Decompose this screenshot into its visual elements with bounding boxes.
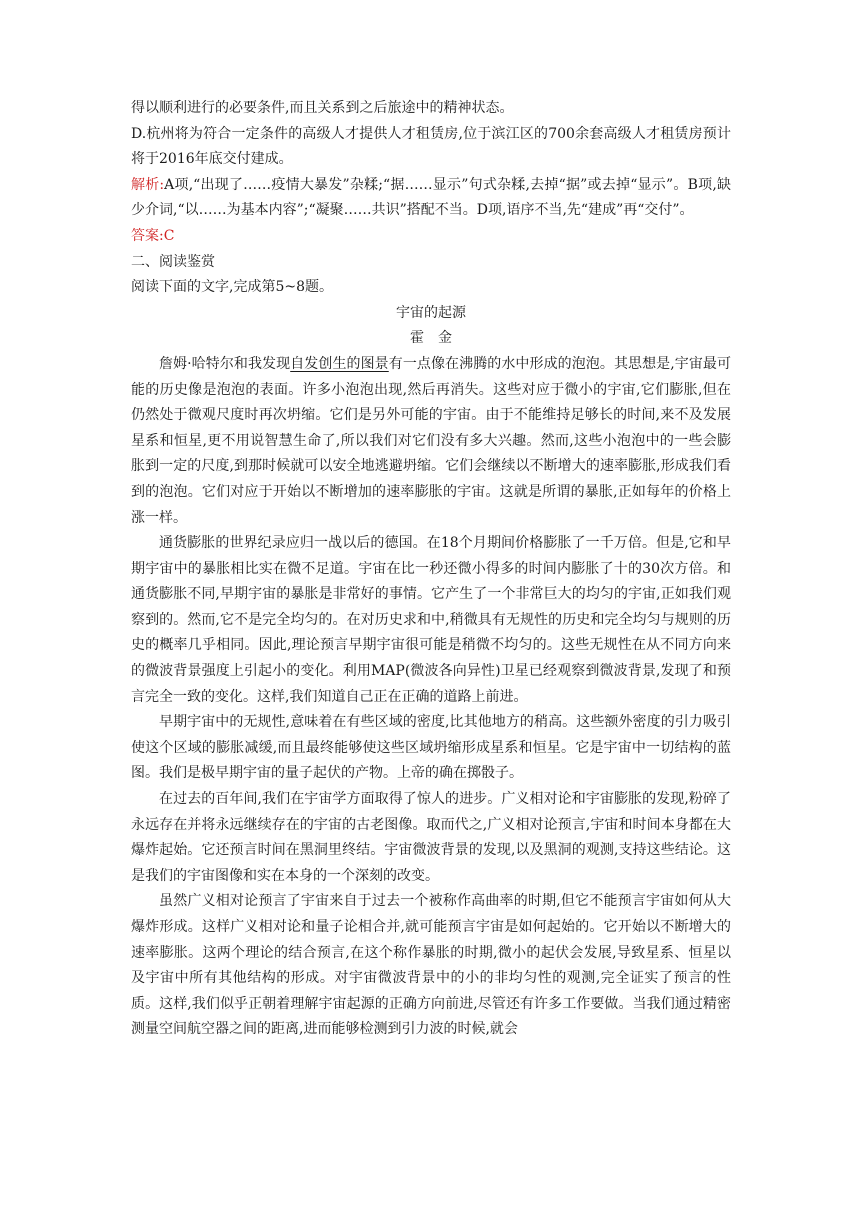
answer-block <box>131 224 731 250</box>
option-d: D.杭州将为符合一定条件的高级人才提供人才租赁房,位于滨江区的700余套高级人才租赁房预计将于2016年底交付建成。 <box>131 125 731 168</box>
answer-value: C <box>163 227 175 244</box>
p1-underlined-phrase: 自发创生的图景 <box>290 355 389 372</box>
section-instruction: 阅读下面的文字,完成第5~8题。 <box>131 279 333 296</box>
p1-after: 有一点像在沸腾的水中形成的泡泡。其思想是,宇宙最可能的历史像是泡泡的表面。许多小泡泡出现,然后再消失。这些对应于微小的宇宙,它们膨胀,但在仍然处于微观尺度时再次坍缩。它们是另外可能的宇宙。由于不能维持足够长的时间,来不及发展星系和恒星,更不用说智慧生命了,所以我们对它们没有多大兴趣。然而,这些小泡泡中的一些会膨胀到一定的尺度,到那时候就可以安全地逃避坍缩。它们会继续以不断增大的速率膨胀,形成我们看到的泡泡。它们对应于开始以不断增加的速率膨胀的宇宙。这就是所谓的暴胀,正如每年的价格上涨一样。 <box>131 355 732 526</box>
article-paragraph-3: 早期宇宙中的无规性,意味着在有些区域的密度,比其他地方的稍高。这些额外密度的引力吸引使这个区域的膨胀减缓,而且最终能够使这些区域坍缩形成星系和恒星。它是宇宙中一切结构的蓝图。我们是极早期宇宙的量子起伏的产物。上帝的确在掷骰子。 <box>131 714 731 782</box>
article-paragraph-5: 虽然广义相对论预言了宇宙来自于过去一个被称作高曲率的时期,但它不能预言宇宙如何从大爆炸形成。这样广义相对论和量子论相合并,就可能预言宇宙是如何起始的。它开始以不断增大的速率膨胀。这两个理论的结合预言,在这个称作暴胀的时期,微小的起伏会发展,导致星系、恒星以及宇宙中所有其他结构的形成。对宇宙微波背景中的小的非均匀性的观测,完全证实了预言的性质。这样,我们似乎正朝着理解宇宙起源的正确方向前进,尽管还有许多工作要做。当我们通过精密测量空间航空器之间的距离,进而能够检测到引力波的时候,就会 <box>131 893 731 1038</box>
answer-label: 答案: <box>131 227 164 244</box>
p1-before: 詹姆·哈特尔和我发现 <box>159 355 291 372</box>
article-paragraph-2: 通货膨胀的世界纪录应归一战以后的德国。在18个月期间价格膨胀了一千万倍。但是,它和早期宇宙中的暴胀相比实在微不足道。宇宙在比一秒还微小得多的时间内膨胀了十的30次方倍。和通货膨胀不同,早期宇宙的暴胀是非常好的事情。它产生了一个非常巨大的均匀的宇宙,正如我们观察到的。然而,它不是完全均匀的。在对历史求和中,稍微具有无规性的历史和完全均匀与规则的历史的概率几乎相同。因此,理论预言早期宇宙很可能是稍微不均匀的。这些无规性在从不同方向来的微波背景强度上引起小的变化。利用MAP(微波各向异性)卫星已经观察到微波背景,发现了和预言完全一致的变化。这样,我们知道自己正在正确的道路上前进。 <box>131 535 731 705</box>
article-author: 霍金 <box>410 330 466 347</box>
article-paragraph-1 <box>131 352 731 531</box>
analysis-label: 解析: <box>131 176 165 193</box>
analysis-text: A项,“出现了……疫情大暴发”杂糅;“据……显示”句式杂糅,去掉“据”或去掉“显示”。B项,缺少介词,“以……为基本内容”;“凝聚……共识”搭配不当。D项,语序不当,先“建成”再“交付”。 <box>131 176 731 219</box>
continued-text: 得以顺利进行的必要条件,而且关系到之后旅途中的精神状态。 <box>131 100 514 116</box>
article-paragraph-4: 在过去的百年间,我们在宇宙学方面取得了惊人的进步。广义相对论和宇宙膨胀的发现,粉碎了永远存在并将永远继续存在的宇宙的古老图像。取而代之,广义相对论预言,宇宙和时间本身都在大爆炸起始。它还预言时间在黑洞里终结。宇宙微波背景的发现,以及黑洞的观测,支持这些结论。这是我们的宇宙图像和实在本身的一个深刻的改变。 <box>131 791 731 884</box>
section-heading: 二、阅读鉴赏 <box>131 253 215 270</box>
article-author-line <box>131 326 731 352</box>
article-title: 宇宙的起源 <box>396 304 466 321</box>
analysis-block <box>131 173 731 224</box>
page-content <box>131 96 731 1043</box>
